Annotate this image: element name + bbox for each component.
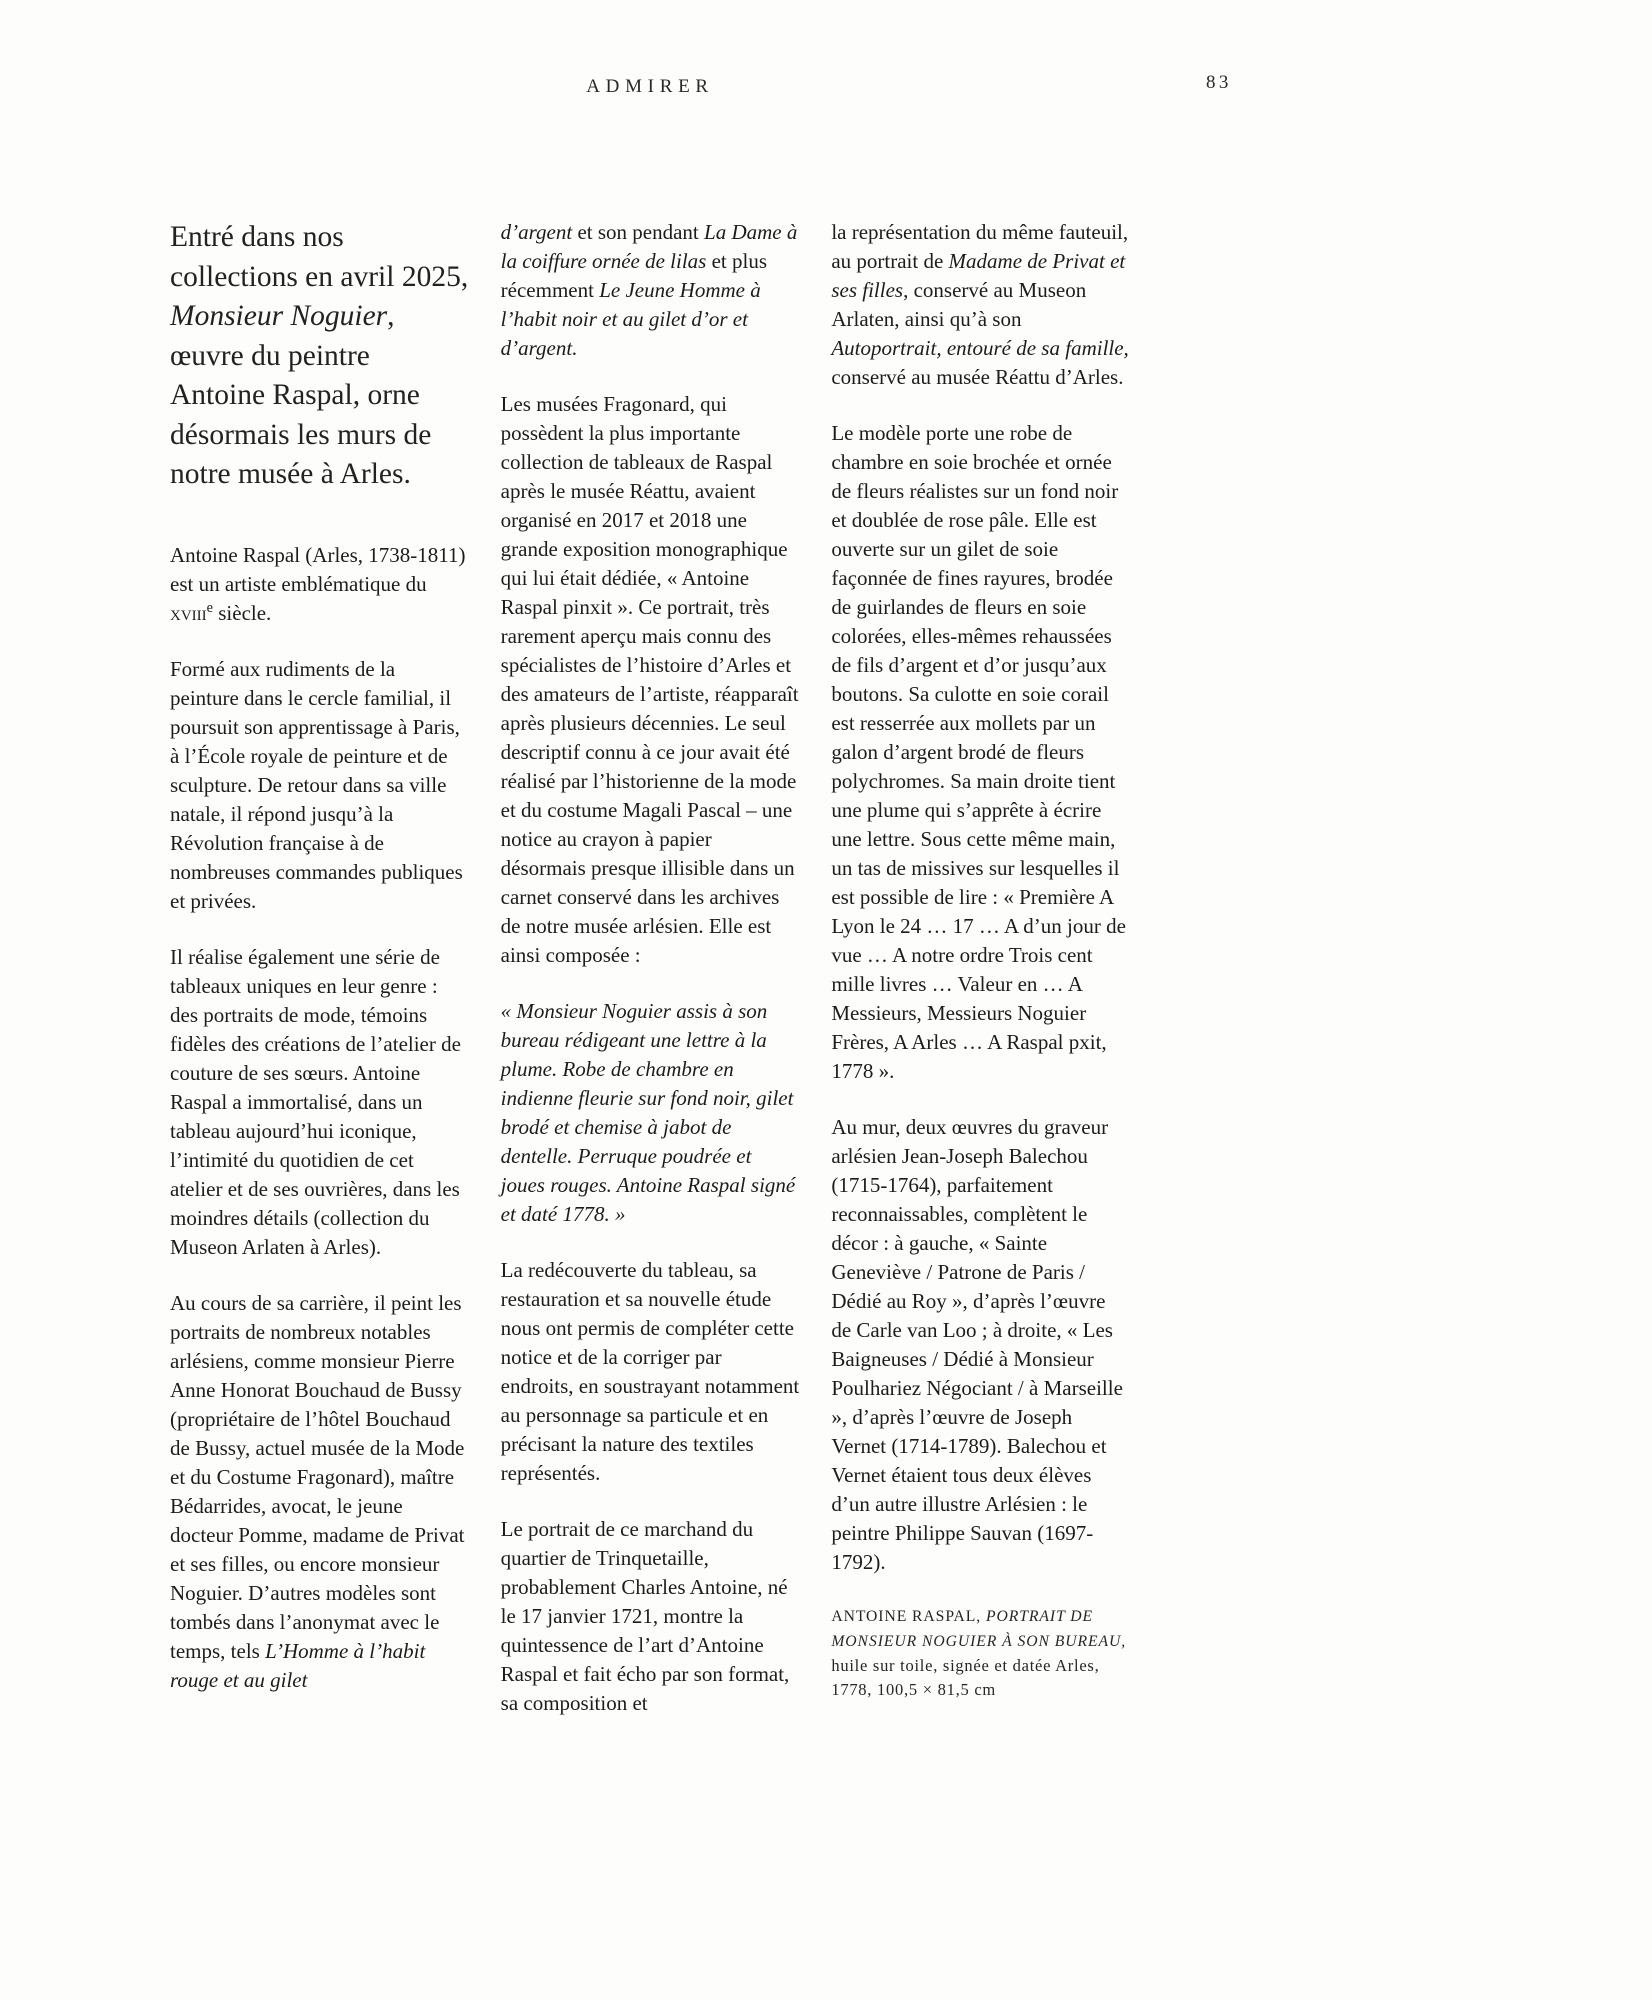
- body-paragraph: [501, 1515, 800, 1718]
- body-paragraph: [170, 943, 469, 1262]
- body-paragraph: [170, 655, 469, 916]
- article-columns: [170, 218, 1130, 1745]
- text-segment: Antoine Raspal (Arles, 1738-1811) est un artiste emblématique du: [170, 542, 466, 596]
- text-segment: Au cours de sa carrière, il peint les portraits de nombreux notables arlésiens, comme monsieur Pierre Anne Honorat Bouchaud de Bussy (propriétaire de l’hôtel Bouchaud de Bussy, actuel musée de la Mode et du Costume Fragonard), maître Bédarrides, avocat, le jeune docteur Pomme, madame de Privat et ses filles, ou encore monsieur Noguier. D’autres modèles sont tombés dans l’anonymat avec le temps, tels: [170, 1290, 465, 1663]
- section-header: ADMIRER: [586, 76, 714, 97]
- body-paragraph: [501, 390, 800, 970]
- image-caption: [831, 1604, 1130, 1702]
- body-paragraph: [170, 1289, 469, 1695]
- text-segment: Monsieur Noguier: [170, 300, 388, 332]
- text-segment: ANTOINE RASPAL,: [831, 1608, 986, 1625]
- text-segment: PORTRAIT DE MONSIEUR NOGUIER À SON BUREAU,: [831, 1608, 1127, 1650]
- text-segment: L’Homme à l’habit rouge et au gilet: [170, 1638, 426, 1692]
- text-segment: Formé aux rudiments de la peinture dans le cercle familial, il poursuit son apprentissage à Paris, à l’École royale de peinture et de sculpture. De retour dans sa ville natale, il répond jusqu’à la Révolution française à de nombreuses commandes publiques et privées.: [170, 656, 463, 913]
- article-column-3: [831, 218, 1130, 1745]
- article-column-2: [501, 218, 800, 1745]
- body-paragraph: [501, 1256, 800, 1488]
- page-number: 83: [1206, 72, 1232, 93]
- text-segment: et plus récemment: [500, 249, 768, 302]
- body-paragraph: [501, 218, 800, 363]
- text-segment: Les musées Fragonard, qui possèdent la plus importante collection de tableaux de Raspal après le musée Réattu, avaient organisé en 2017 et 2018 une grande exposition monographique qui lui était dédiée, « Antoine Raspal pinxit ». Ce portrait, très rarement aperçu mais connu des spécialistes de l’histoire d’Arles et des amateurs de l’artiste, réapparaît après plusieurs décennies. Le seul descriptif connu à ce jour avait été réalisé par l’historienne de la mode et du costume Magali Pascal – une notice au crayon à papier désormais presque illisible dans un carnet conservé dans les archives de notre musée arlésien. Elle est ainsi composée :: [500, 392, 799, 967]
- text-segment: conservé au musée Réattu d’Arles.: [831, 365, 1124, 389]
- body-paragraph: [501, 997, 800, 1229]
- body-paragraph: [831, 419, 1130, 1086]
- text-segment: huile sur toile, signée et datée Arles, 1778, 100,5 × 81,5 cm: [831, 1656, 1100, 1699]
- lead-paragraph: [170, 218, 469, 495]
- text-segment: Madame de Privat et ses filles: [831, 249, 1126, 302]
- text-segment: Le modèle porte une robe de chambre en soie brochée et ornée de fleurs réalistes sur un fond noir et doublée de rose pâle. Elle est ouverte sur un gilet de soie façonnée de fines rayures, brodée de guirlandes de fleurs en soie colorées, elles-mêmes rehaussées de fils d’argent et d’or jusqu’aux boutons. Sa culotte en soie corail est resserrée aux mollets par un galon d’argent brodé de fleurs polychromes. Sa main droite tient une plume qui s’apprête à écrire une lettre. Sous cette même main, un tas de missives sur lesquelles il est possible de lire : « Première A Lyon le 24 … 17 … A d’un jour de vue … A notre ordre Trois cent mille livres … Valeur en … A Messieurs, Messieurs Noguier Frères, A Arles … A Raspal pxit, 1778 ».: [831, 421, 1126, 1083]
- text-segment: et son pendant: [572, 220, 705, 244]
- text-segment: Entré dans nos collections en avril 2025,: [170, 221, 469, 293]
- text-segment: La Dame à la coiffure ornée de lilas: [500, 220, 798, 273]
- text-segment: , œuvre du peintre Antoine Raspal, orne désormais les murs de notre musée à Arles.: [170, 300, 432, 490]
- body-paragraph: [831, 218, 1130, 392]
- text-segment: Le portrait de ce marchand du quartier de Trinquetaille, probablement Charles Antoine, né le 17 janvier 1721, montre la quintessence de l’art d’Antoine Raspal et fait écho par son format, sa composition et: [500, 1517, 790, 1715]
- body-paragraph: [831, 1113, 1130, 1577]
- text-segment: Autoportrait, entouré de sa famille,: [831, 336, 1129, 360]
- article-column-1: [170, 218, 469, 1745]
- text-segment: Le Jeune Homme à l’habit noir et au gilet d’or et d’argent.: [500, 278, 761, 360]
- text-segment: e: [206, 599, 213, 616]
- text-segment: , conservé au Museon Arlaten, ainsi qu’à son: [831, 278, 1087, 331]
- text-segment: Au mur, deux œuvres du graveur arlésien Jean-Joseph Balechou (1715-1764), parfaitement reconnaissables, complètent le décor : à gauche, « Sainte Geneviève / Patrone de Paris / Dédié au Roy », d’après l’œuvre de Carle van Loo ; à droite, « Les Baigneuses / Dédié à Monsieur Poulhariez Négociant / à Marseille », d’après l’œuvre de Joseph Vernet (1714-1789). Balechou et Vernet étaient tous deux élèves d’un autre illustre Arlésien : le peintre Philippe Sauvan (1697-1792).: [831, 1115, 1123, 1574]
- text-segment: Il réalise également une série de tableaux uniques en leur genre : des portraits de mode, témoins fidèles des créations de l’atelier de couture de ses sœurs. Antoine Raspal a immortalisé, dans un tableau aujourd’hui iconique, l’intimité du quotidien de cet atelier et de ses ouvrières, dans les moindres détails (collection du Museon Arlaten à Arles).: [170, 944, 461, 1259]
- text-segment: « Monsieur Noguier assis à son bureau rédigeant une lettre à la plume. Robe de chambre en indienne fleurie sur fond noir, gilet brodé et chemise à jabot de dentelle. Perruque poudrée et joues rouges. Antoine Raspal signé et daté 1778. »: [500, 999, 796, 1226]
- text-segment: la représentation du même fauteuil, au portrait de: [831, 220, 1129, 273]
- text-segment: d’argent: [500, 220, 573, 244]
- body-paragraph: [170, 541, 469, 628]
- text-segment: La redécouverte du tableau, sa restauration et sa nouvelle étude nous ont permis de compléter cette notice et de la corriger par endroits, en soustrayant notamment au personnage sa particule et en précisant la nature des textiles représentés.: [500, 1258, 800, 1485]
- text-segment: xviii: [170, 600, 207, 625]
- text-segment: siècle.: [213, 600, 272, 625]
